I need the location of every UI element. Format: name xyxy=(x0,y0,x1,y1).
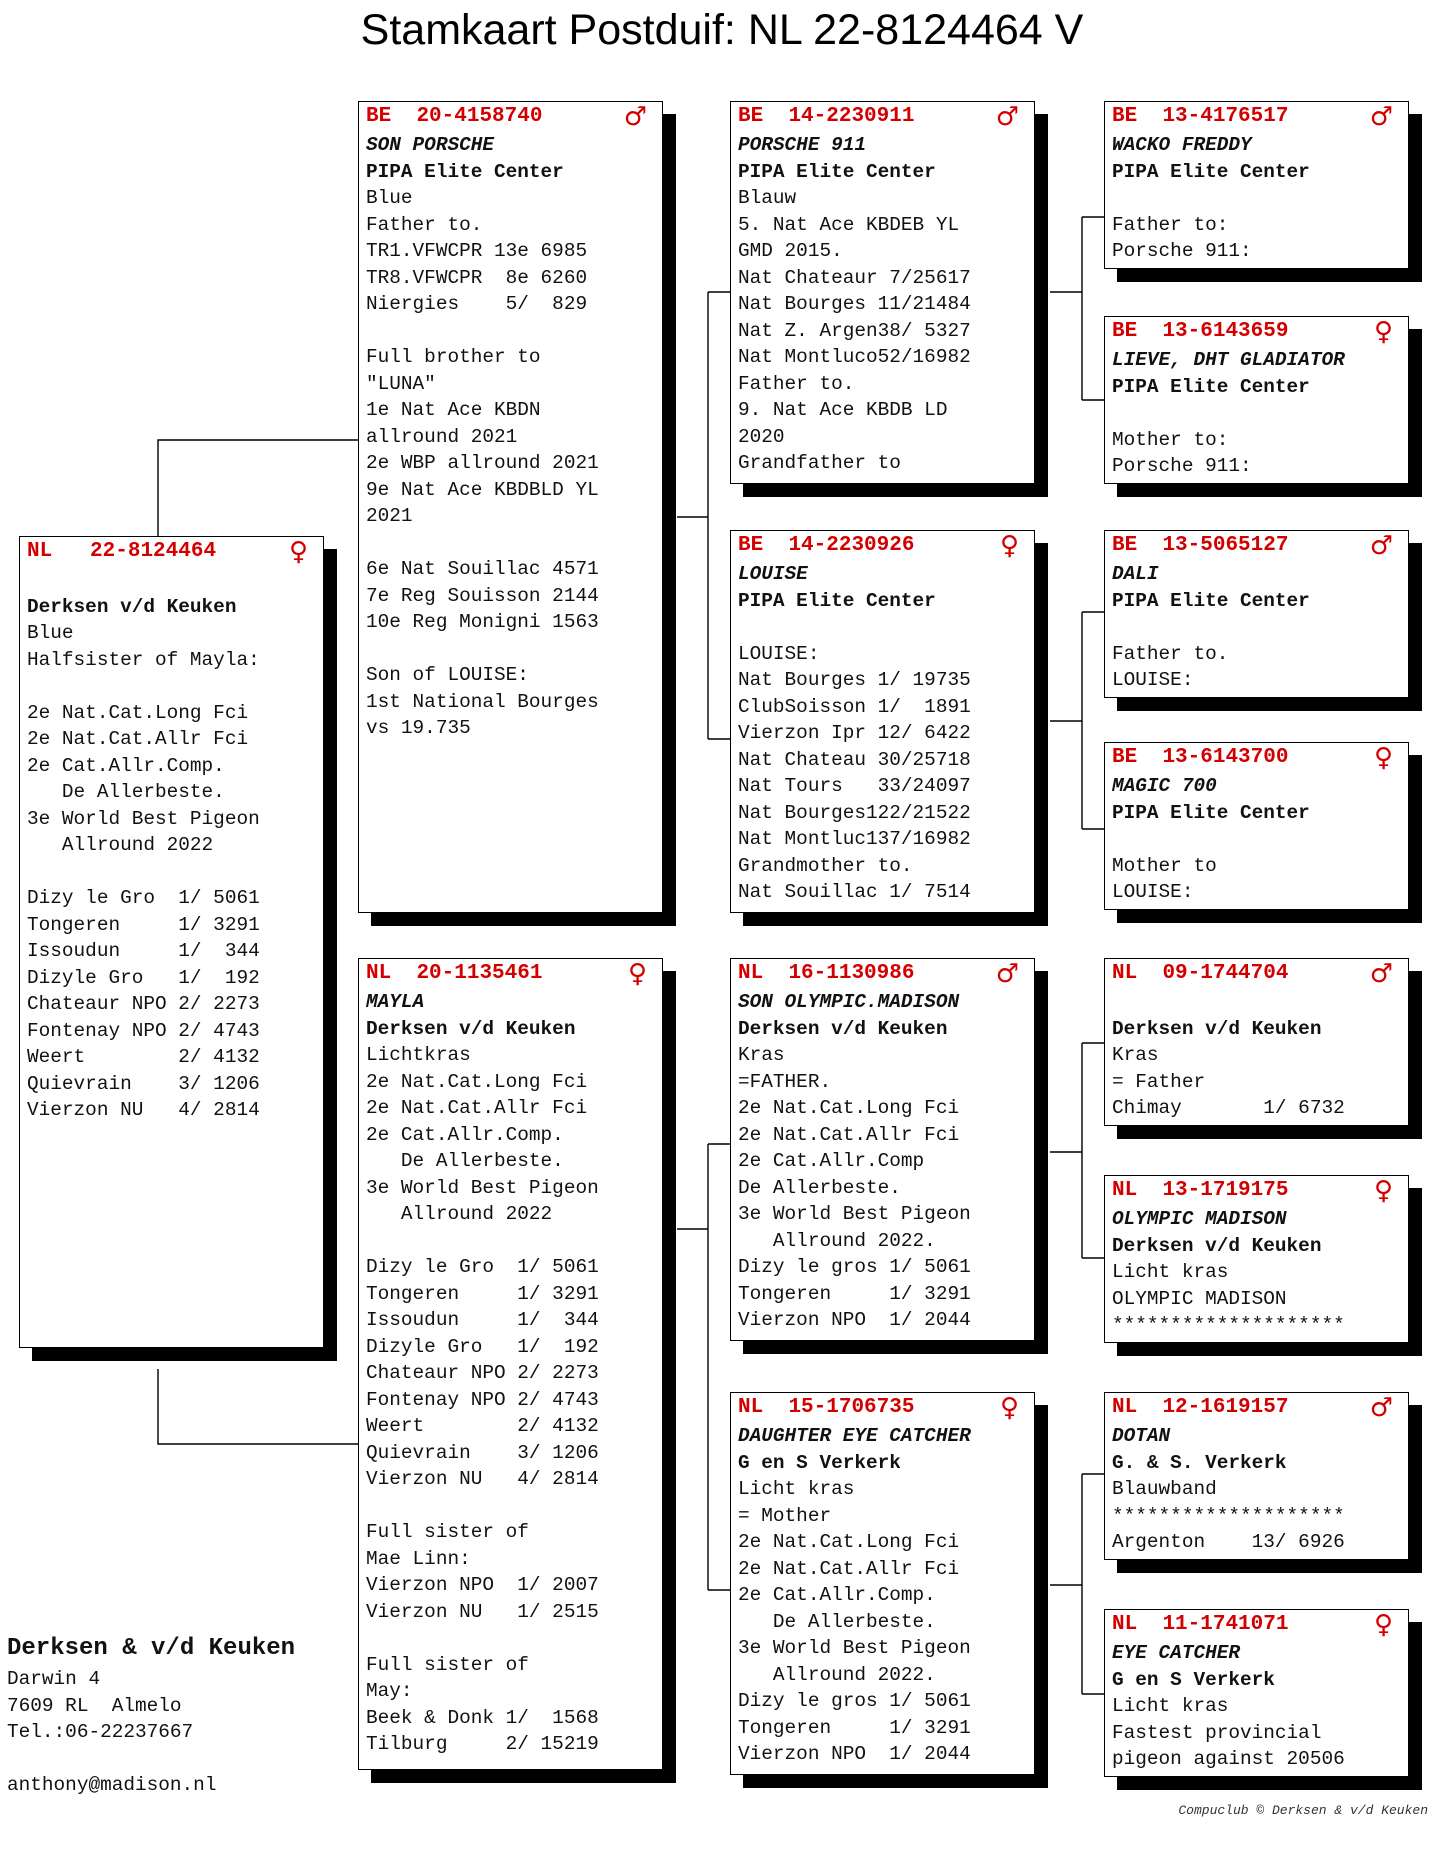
loft-name: PIPA Elite Center xyxy=(366,160,564,183)
ring-number: BE 14-2230911 ♂ xyxy=(738,102,1019,132)
card-line: Chateaur NPO 2/ 2273 xyxy=(366,1362,599,1384)
card-line: ******************** xyxy=(1112,1504,1345,1527)
card-line: Father to: xyxy=(1112,213,1229,236)
card-line xyxy=(366,530,655,557)
card-line: Issoudun 1/ 344 xyxy=(366,1309,599,1331)
card-lines xyxy=(738,1476,1027,1768)
pigeon-name: DALI xyxy=(1112,563,1159,585)
card-line: Argenton 13/ 6926 xyxy=(1112,1531,1345,1553)
card-line: Vierzon NPO 1/ 2044 xyxy=(738,1743,971,1765)
pigeon-name: DOTAN xyxy=(1112,1425,1171,1447)
pedigree-card-paternal-grandmother xyxy=(730,530,1035,913)
card-line: pigeon against 20506 xyxy=(1112,1748,1345,1770)
pedigree-card-ggf-1 xyxy=(1104,101,1409,269)
card-line: Vierzon NPO 1/ 2007 xyxy=(366,1574,599,1596)
ring-number: NL 11-1741071 ♀ xyxy=(1112,1610,1393,1640)
card-line: allround 2021 xyxy=(366,425,518,448)
card-line: Vierzon NPO 1/ 2044 xyxy=(738,1309,971,1331)
card-line xyxy=(1112,826,1401,853)
pigeon-name: SON OLYMPIC.MADISON xyxy=(738,991,960,1013)
card-line: Dizy le Gro 1/ 5061 xyxy=(366,1256,599,1278)
card-line: ******************** xyxy=(1112,1314,1345,1336)
card-line: vs 19.735 xyxy=(366,717,471,739)
card-line: TR1.VFWCPR 13e 6985 xyxy=(366,240,588,262)
card-line: Vierzon NU 1/ 2515 xyxy=(366,1600,599,1623)
ring-number: BE 13-4176517 ♂ xyxy=(1112,102,1393,132)
female-symbol-icon: ♀ xyxy=(1373,743,1393,773)
male-symbol-icon: ♂ xyxy=(1369,531,1393,561)
card-line: 3e World Best Pigeon xyxy=(366,1176,599,1199)
ring-number: BE 13-5065127 ♂ xyxy=(1112,531,1393,561)
card-line: Dizy le gros 1/ 5061 xyxy=(738,1690,971,1712)
card-line: Fastest provincial xyxy=(1112,1721,1322,1744)
card-line: Mae Linn: xyxy=(366,1547,471,1570)
card-line: Licht kras xyxy=(1112,1695,1229,1717)
card-line: Dizyle Gro 1/ 192 xyxy=(366,1335,599,1358)
male-symbol-icon: ♂ xyxy=(1369,102,1393,132)
card-line: 2e Nat.Cat.Allr Fci xyxy=(27,728,249,750)
card-lines xyxy=(1112,826,1401,906)
pigeon-name xyxy=(27,567,316,594)
card-line: Nat Montluco52/16982 xyxy=(738,346,971,368)
card-line: Lichtkras xyxy=(366,1044,471,1066)
ring-number: NL 09-1744704 ♂ xyxy=(1112,959,1393,989)
card-line: Weert 2/ 4132 xyxy=(27,1046,260,1068)
pigeon-name: DAUGHTER EYE CATCHER xyxy=(738,1425,971,1447)
owner-name: Derksen & v/d Keuken xyxy=(7,1635,296,1662)
card-line: Quievrain 3/ 1206 xyxy=(366,1441,599,1464)
card-line: Nat Z. Argen38/ 5327 xyxy=(738,319,971,342)
card-line: LOUISE: xyxy=(738,642,820,665)
card-line: De Allerbeste. xyxy=(366,1150,564,1172)
card-line xyxy=(366,1228,655,1255)
card-line: Weert 2/ 4132 xyxy=(366,1415,599,1437)
card-line: Nat Bourges 11/21484 xyxy=(738,293,971,315)
card-line: 2021 xyxy=(366,505,413,527)
card-line: Allround 2022. xyxy=(738,1229,936,1252)
owner-city: 7609 RL Almelo xyxy=(7,1694,182,1717)
ring-number: NL 15-1706735 ♀ xyxy=(738,1393,1019,1423)
loft-name: Derksen v/d Keuken xyxy=(738,1017,948,1040)
pigeon-name: MAGIC 700 xyxy=(1112,775,1217,797)
card-line: = Mother xyxy=(738,1504,832,1527)
pigeon-name: LOUISE xyxy=(738,563,808,585)
card-line: De Allerbeste. xyxy=(738,1176,901,1199)
card-line: 2e Cat.Allr.Comp. xyxy=(738,1584,936,1606)
card-line: OLYMPIC MADISON xyxy=(1112,1287,1287,1310)
pedigree-card-father xyxy=(358,101,663,913)
card-lines xyxy=(1112,1259,1401,1339)
card-line: Father to. xyxy=(1112,642,1229,665)
card-line: = Father xyxy=(1112,1070,1206,1093)
card-line: 2e Cat.Allr.Comp xyxy=(738,1150,925,1172)
pedigree-card-ggm-3 xyxy=(1104,1175,1409,1343)
card-line: 3e World Best Pigeon xyxy=(738,1203,971,1225)
female-symbol-icon: ♀ xyxy=(999,1393,1019,1423)
card-lines xyxy=(1112,1042,1401,1122)
card-line: Nat Chateaur 7/25617 xyxy=(738,266,971,289)
card-line: =FATHER. xyxy=(738,1070,832,1093)
card-line: TR8.VFWCPR 8e 6260 xyxy=(366,266,588,289)
pigeon-name: MAYLA xyxy=(366,991,425,1013)
ring-number: NL 22-8124464 ♀ xyxy=(27,537,308,567)
card-line: Full sister of xyxy=(366,1521,529,1543)
pedigree-card-ggf-3 xyxy=(1104,958,1409,1126)
card-line: 2e Nat.Cat.Long Fci xyxy=(738,1531,960,1553)
card-line: Fontenay NPO 2/ 4743 xyxy=(366,1388,599,1411)
loft-name: Derksen v/d Keuken xyxy=(1112,1234,1322,1257)
card-line: Nat Montluc137/16982 xyxy=(738,828,971,850)
card-line: 2e Nat.Cat.Allr Fci xyxy=(738,1123,960,1146)
card-line: Dizy le Gro 1/ 5061 xyxy=(27,887,260,909)
card-line: Vierzon NU 4/ 2814 xyxy=(27,1099,260,1121)
card-line: LOUISE: xyxy=(1112,669,1194,691)
card-line: Son of LOUISE: xyxy=(366,664,529,686)
card-line: Halfsister of Mayla: xyxy=(27,648,260,671)
pedigree-card-ggm-2 xyxy=(1104,742,1409,910)
card-line: ClubSoisson 1/ 1891 xyxy=(738,695,971,718)
card-line: 2e Nat.Cat.Long Fci xyxy=(738,1097,960,1119)
ring-number: NL 13-1719175 ♀ xyxy=(1112,1176,1393,1206)
loft-name: Derksen v/d Keuken xyxy=(366,1017,576,1040)
card-line: Issoudun 1/ 344 xyxy=(27,940,260,962)
card-line: 3e World Best Pigeon xyxy=(738,1637,971,1659)
card-lines xyxy=(1112,400,1401,480)
male-symbol-icon: ♂ xyxy=(995,102,1019,132)
card-line: May: xyxy=(366,1680,413,1702)
card-line xyxy=(1112,614,1401,641)
card-lines xyxy=(1112,1693,1401,1773)
card-line: De Allerbeste. xyxy=(738,1610,936,1633)
pedigree-card-paternal-grandfather xyxy=(730,101,1035,484)
card-line: 2e Nat.Cat.Allr Fci xyxy=(366,1097,588,1119)
loft-name: PIPA Elite Center xyxy=(738,589,936,612)
pigeon-name: LIEVE, DHT GLADIATOR xyxy=(1112,349,1345,371)
card-line: Nat Bourges122/21522 xyxy=(738,801,971,824)
female-symbol-icon: ♀ xyxy=(1373,1610,1393,1640)
card-line: Blauw xyxy=(738,187,797,209)
footer-credit: Compuclub © Derksen & v/d Keuken xyxy=(1178,1803,1428,1818)
owner-email[interactable]: anthony@madison.nl xyxy=(7,1774,217,1796)
card-lines xyxy=(1112,1476,1401,1556)
card-lines xyxy=(366,185,655,742)
card-line: Beek & Donk 1/ 1568 xyxy=(366,1706,599,1729)
card-line xyxy=(27,859,316,886)
card-line: 2e WBP allround 2021 xyxy=(366,452,599,474)
page-title: Stamkaart Postduif: NL 22-8124464 V xyxy=(360,6,1084,54)
card-line: Kras xyxy=(738,1044,785,1066)
female-symbol-icon: ♀ xyxy=(288,537,308,567)
card-line xyxy=(1112,400,1401,427)
card-line: 1st National Bourges xyxy=(366,690,599,713)
loft-name: G en S Verkerk xyxy=(738,1451,901,1474)
card-line: Allround 2022 xyxy=(366,1203,553,1225)
card-line: Mother to: xyxy=(1112,428,1229,451)
card-line: Tongeren 1/ 3291 xyxy=(366,1282,599,1305)
card-line xyxy=(366,1493,655,1520)
card-line: Grandmother to. xyxy=(738,854,913,877)
card-lines xyxy=(738,185,1027,477)
loft-name: Derksen v/d Keuken xyxy=(1112,1017,1322,1040)
card-line: 2e Cat.Allr.Comp. xyxy=(366,1123,564,1146)
card-line: Porsche 911: xyxy=(1112,240,1252,262)
card-line xyxy=(738,614,1027,641)
pedigree-card-ggm-4 xyxy=(1104,1609,1409,1777)
card-line: "LUNA" xyxy=(366,372,436,395)
ring-number: NL 12-1619157 ♂ xyxy=(1112,1393,1393,1423)
male-symbol-icon: ♂ xyxy=(995,959,1019,989)
card-line: Nat Bourges 1/ 19735 xyxy=(738,669,971,691)
loft-name: G en S Verkerk xyxy=(1112,1668,1275,1691)
ring-number: NL 20-1135461 ♀ xyxy=(366,959,647,989)
pedigree-card-maternal-grandmother xyxy=(730,1392,1035,1775)
card-line: 7e Reg Souisson 2144 xyxy=(366,584,599,607)
card-line: 10e Reg Monigni 1563 xyxy=(366,611,599,633)
ring-number: BE 13-6143659 ♀ xyxy=(1112,317,1393,347)
card-line: 9e Nat Ace KBDBLD YL xyxy=(366,478,599,501)
card-line: Nat Tours 33/24097 xyxy=(738,775,971,797)
card-line: Chimay 1/ 6732 xyxy=(1112,1097,1345,1119)
ring-number: BE 20-4158740 ♂ xyxy=(366,102,647,132)
card-line: LOUISE: xyxy=(1112,881,1194,903)
card-line: Vierzon NU 4/ 2814 xyxy=(366,1468,599,1490)
card-lines xyxy=(1112,614,1401,694)
pedigree-card-ggf-2 xyxy=(1104,530,1409,698)
ring-number: NL 16-1130986 ♂ xyxy=(738,959,1019,989)
card-line xyxy=(27,673,316,700)
card-line: Blue xyxy=(27,622,74,644)
card-line: Tongeren 1/ 3291 xyxy=(27,913,260,936)
male-symbol-icon: ♂ xyxy=(1369,959,1393,989)
owner-phone: Tel.:06-22237667 xyxy=(7,1721,194,1743)
pedigree-card-subject xyxy=(19,536,324,1348)
card-line: 2e Nat.Cat.Long Fci xyxy=(366,1070,588,1093)
card-line: Father to. xyxy=(738,372,855,395)
card-line: 1e Nat Ace KBDN xyxy=(366,399,541,421)
loft-name: Derksen v/d Keuken xyxy=(27,595,237,618)
card-line: Tongeren 1/ 3291 xyxy=(738,1716,971,1739)
female-symbol-icon: ♀ xyxy=(1373,317,1393,347)
card-line: Allround 2022. xyxy=(738,1663,936,1686)
card-line: 9. Nat Ace KBDB LD xyxy=(738,399,948,421)
pigeon-name: OLYMPIC MADISON xyxy=(1112,1208,1287,1230)
card-line xyxy=(366,636,655,663)
card-line: Tongeren 1/ 3291 xyxy=(738,1282,971,1305)
ring-number: BE 14-2230926 ♀ xyxy=(738,531,1019,561)
card-line: Full sister of xyxy=(366,1653,529,1676)
pigeon-name: PORSCHE 911 xyxy=(738,134,866,156)
card-line: 3e World Best Pigeon xyxy=(27,807,260,830)
pedigree-card-maternal-grandfather xyxy=(730,958,1035,1341)
card-line: Porsche 911: xyxy=(1112,455,1252,477)
card-line xyxy=(366,1625,655,1652)
card-line: Quievrain 3/ 1206 xyxy=(27,1072,260,1095)
pedigree-card-mother xyxy=(358,958,663,1770)
card-line: Father to. xyxy=(366,213,483,236)
loft-name: PIPA Elite Center xyxy=(738,160,936,183)
card-line xyxy=(366,318,655,345)
card-line: Full brother to xyxy=(366,346,541,368)
card-line: 2e Nat.Cat.Allr Fci xyxy=(738,1557,960,1580)
pigeon-name: SON PORSCHE xyxy=(366,134,494,156)
card-line: Nat Chateau 30/25718 xyxy=(738,748,971,771)
loft-name: PIPA Elite Center xyxy=(1112,801,1310,824)
card-line: Blue xyxy=(366,187,413,209)
card-line: Niergies 5/ 829 xyxy=(366,293,588,315)
card-line: Kras xyxy=(1112,1044,1159,1066)
card-line: 2020 xyxy=(738,425,785,448)
card-lines xyxy=(366,1042,655,1758)
owner-info xyxy=(7,1632,295,1799)
card-lines xyxy=(1112,185,1401,265)
card-line: De Allerbeste. xyxy=(27,781,225,803)
loft-name: G. & S. Verkerk xyxy=(1112,1451,1287,1474)
card-line: 6e Nat Souillac 4571 xyxy=(366,558,599,580)
male-symbol-icon: ♂ xyxy=(623,102,647,132)
female-symbol-icon: ♀ xyxy=(1373,1176,1393,1206)
card-line: Grandfather to xyxy=(738,452,901,474)
card-line: Dizyle Gro 1/ 192 xyxy=(27,966,260,989)
card-lines xyxy=(738,614,1027,906)
pigeon-name: EYE CATCHER xyxy=(1112,1642,1240,1664)
male-symbol-icon: ♂ xyxy=(1369,1393,1393,1423)
owner-address: Darwin 4 xyxy=(7,1668,101,1690)
card-line xyxy=(1112,185,1401,212)
ring-number: BE 13-6143700 ♀ xyxy=(1112,743,1393,773)
card-line: Dizy le gros 1/ 5061 xyxy=(738,1256,971,1278)
owner-spacer xyxy=(7,1746,295,1773)
pedigree-card-ggm-1 xyxy=(1104,316,1409,484)
card-line: Chateaur NPO 2/ 2273 xyxy=(27,993,260,1015)
loft-name: PIPA Elite Center xyxy=(1112,160,1310,183)
loft-name: PIPA Elite Center xyxy=(1112,589,1310,612)
card-line: Licht kras xyxy=(1112,1261,1229,1283)
loft-name: PIPA Elite Center xyxy=(1112,375,1310,398)
card-line: GMD 2015. xyxy=(738,240,843,262)
card-line: 2e Nat.Cat.Long Fci xyxy=(27,701,249,724)
card-line: Fontenay NPO 2/ 4743 xyxy=(27,1019,260,1042)
pedigree-card-ggf-4 xyxy=(1104,1392,1409,1560)
card-line: Tilburg 2/ 15219 xyxy=(366,1733,599,1755)
card-line: Vierzon Ipr 12/ 6422 xyxy=(738,722,971,744)
card-line: 2e Cat.Allr.Comp. xyxy=(27,754,225,777)
card-lines xyxy=(27,620,316,1124)
card-line: Mother to xyxy=(1112,854,1217,877)
pigeon-name xyxy=(1112,989,1401,1016)
card-line: 5. Nat Ace KBDEB YL xyxy=(738,213,960,236)
card-line: Licht kras xyxy=(738,1478,855,1500)
pigeon-name: WACKO FREDDY xyxy=(1112,134,1252,156)
female-symbol-icon: ♀ xyxy=(999,531,1019,561)
card-line: Nat Souillac 1/ 7514 xyxy=(738,881,971,903)
card-lines xyxy=(738,1042,1027,1334)
card-line: Blauwband xyxy=(1112,1478,1217,1500)
female-symbol-icon: ♀ xyxy=(627,959,647,989)
card-line: Allround 2022 xyxy=(27,834,214,856)
